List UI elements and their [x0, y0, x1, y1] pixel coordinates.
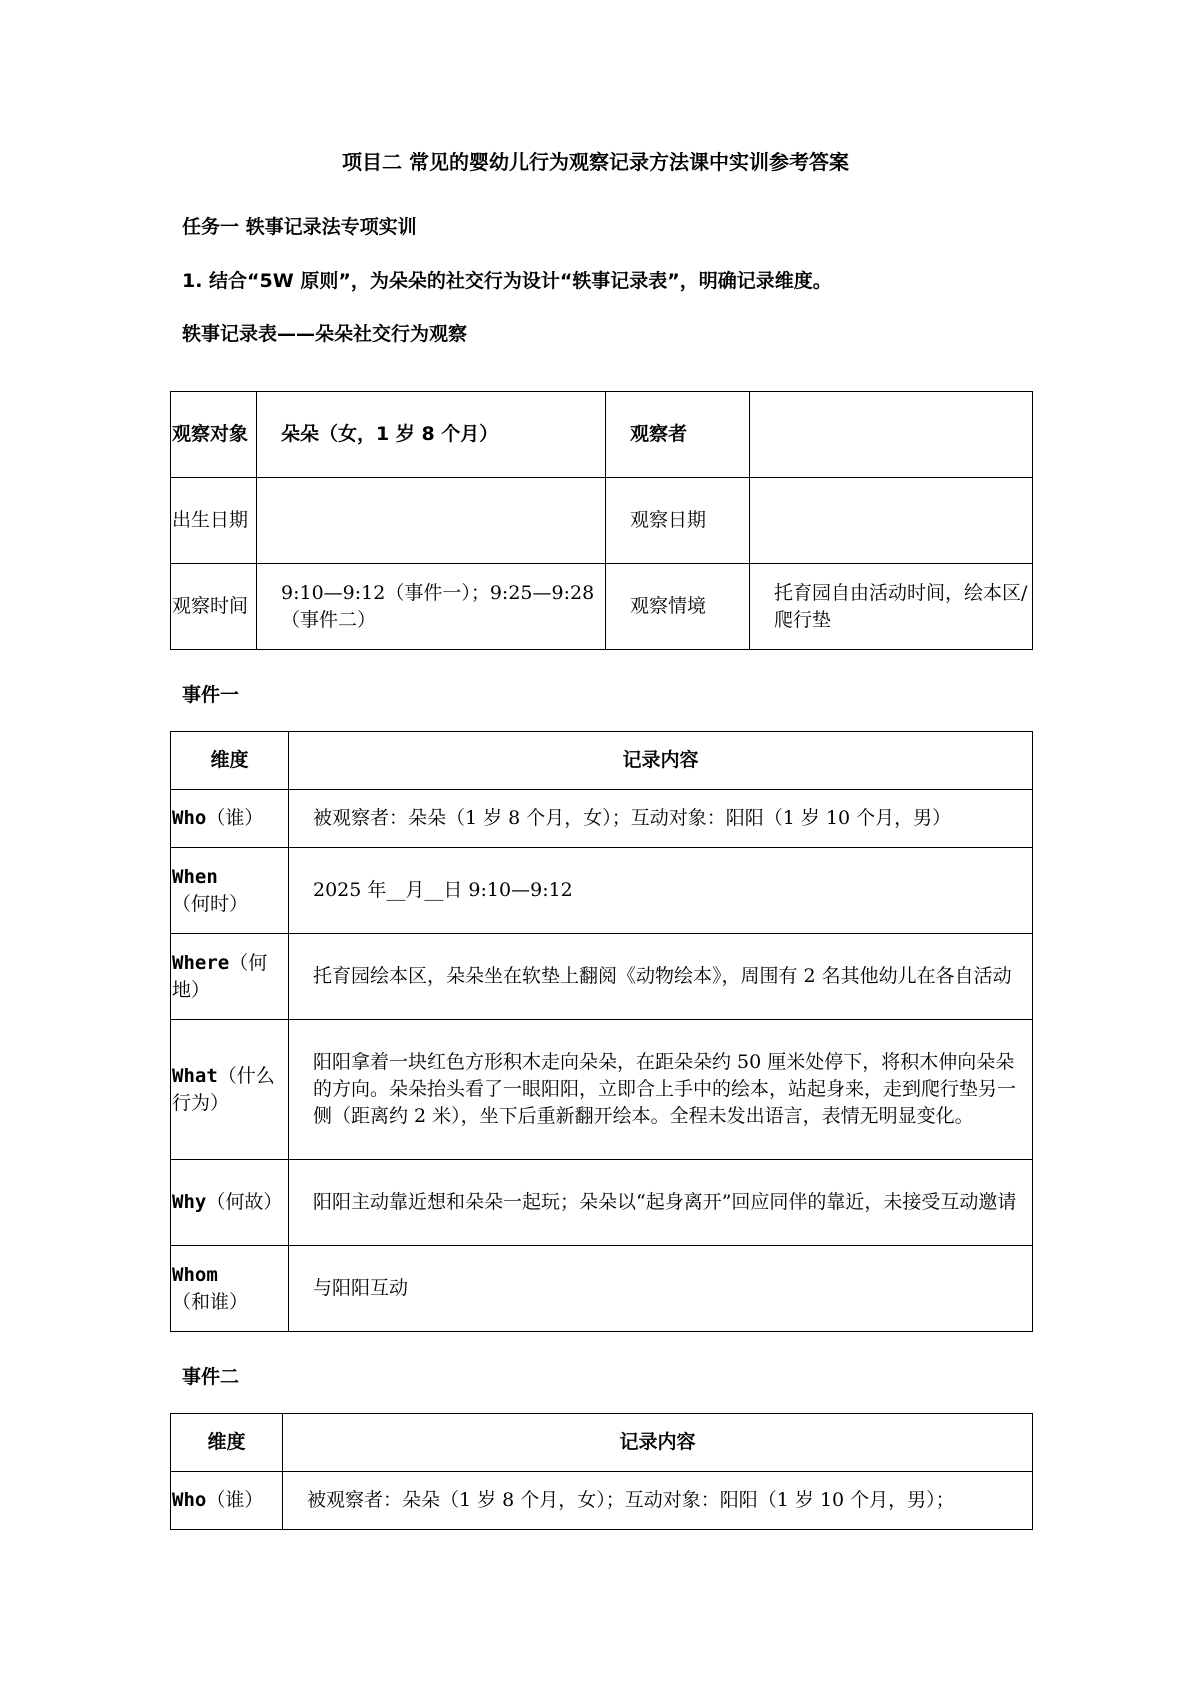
info-label: 观察情境 [606, 564, 750, 650]
table-row [171, 1472, 1033, 1530]
info-value: 9:10—9:12（事件一）；9:25—9:28（事件二） [257, 564, 606, 650]
info-table [170, 391, 1033, 650]
dimension-cell: Why（何故） [171, 1160, 289, 1246]
dimension-cell: Who（谁） [171, 790, 289, 848]
column-header-content: 记录内容 [283, 1414, 1033, 1472]
dimension-cell: What（什么行为） [171, 1020, 289, 1160]
event2-heading: 事件二 [182, 1366, 240, 1388]
content-cell: 托育园绘本区，朵朵坐在软垫上翻阅《动物绘本》，周围有 2 名其他幼儿在各自活动 [289, 934, 1033, 1020]
dimension-cell: Where（何地） [171, 934, 289, 1020]
task-heading: 任务一 轶事记录法专项实训 [182, 216, 417, 238]
table-row [171, 934, 1033, 1020]
info-value [257, 478, 606, 564]
content-cell: 被观察者：朵朵（1 岁 8 个月，女）；互动对象：阳阳（1 岁 10 个月，男）； [283, 1472, 1033, 1530]
info-label: 观察者 [606, 392, 750, 478]
info-value [750, 478, 1033, 564]
column-header-content: 记录内容 [289, 732, 1033, 790]
table-row [171, 1160, 1033, 1246]
dimension-cell: Whom（和谁） [171, 1246, 289, 1332]
column-header-dimension: 维度 [171, 1414, 283, 1472]
content-cell: 2025 年__月__日 9:10—9:12 [289, 848, 1033, 934]
column-header-dimension: 维度 [171, 732, 289, 790]
content-cell: 被观察者：朵朵（1 岁 8 个月，女）；互动对象：阳阳（1 岁 10 个月，男） [289, 790, 1033, 848]
content-cell: 阳阳主动靠近想和朵朵一起玩；朵朵以“起身离开”回应同伴的靠近，未接受互动邀请 [289, 1160, 1033, 1246]
info-row [171, 392, 1033, 478]
dimension-cell: When（何时） [171, 848, 289, 934]
content-cell: 阳阳拿着一块红色方形积木走向朵朵，在距朵朵约 50 厘米处停下，将积木伸向朵朵的方向。朵朵抬头看了一眼阳阳，立即合上手中的绘本，站起身来，走到爬行垫另一侧（距离约 2 米），坐下后重新翻开绘本。全程未发出语言，表情无明显变化。 [289, 1020, 1033, 1160]
table-title: 轶事记录表——朵朵社交行为观察 [182, 323, 468, 345]
info-value: 朵朵（女，1 岁 8 个月） [257, 392, 606, 478]
content-cell: 与阳阳互动 [289, 1246, 1033, 1332]
question-text: 1. 结合“5W 原则”，为朵朵的社交行为设计“轶事记录表”，明确记录维度。 [182, 270, 832, 292]
table-row [171, 1020, 1033, 1160]
dimension-cell: Who（谁） [171, 1472, 283, 1530]
event2-table [170, 1413, 1033, 1530]
document-title: 项目二 常见的婴幼儿行为观察记录方法课中实训参考答案 [342, 150, 849, 174]
table-header-row [171, 1414, 1033, 1472]
info-row [171, 478, 1033, 564]
info-label: 观察对象 [171, 392, 257, 478]
event1-table [170, 731, 1033, 1332]
info-value [750, 392, 1033, 478]
table-row [171, 790, 1033, 848]
info-label: 观察时间 [171, 564, 257, 650]
table-row [171, 1246, 1033, 1332]
table-row [171, 848, 1033, 934]
event1-heading: 事件一 [182, 684, 240, 706]
table-header-row [171, 732, 1033, 790]
info-label: 观察日期 [606, 478, 750, 564]
info-value: 托育园自由活动时间，绘本区/爬行垫 [750, 564, 1033, 650]
info-row [171, 564, 1033, 650]
info-label: 出生日期 [171, 478, 257, 564]
